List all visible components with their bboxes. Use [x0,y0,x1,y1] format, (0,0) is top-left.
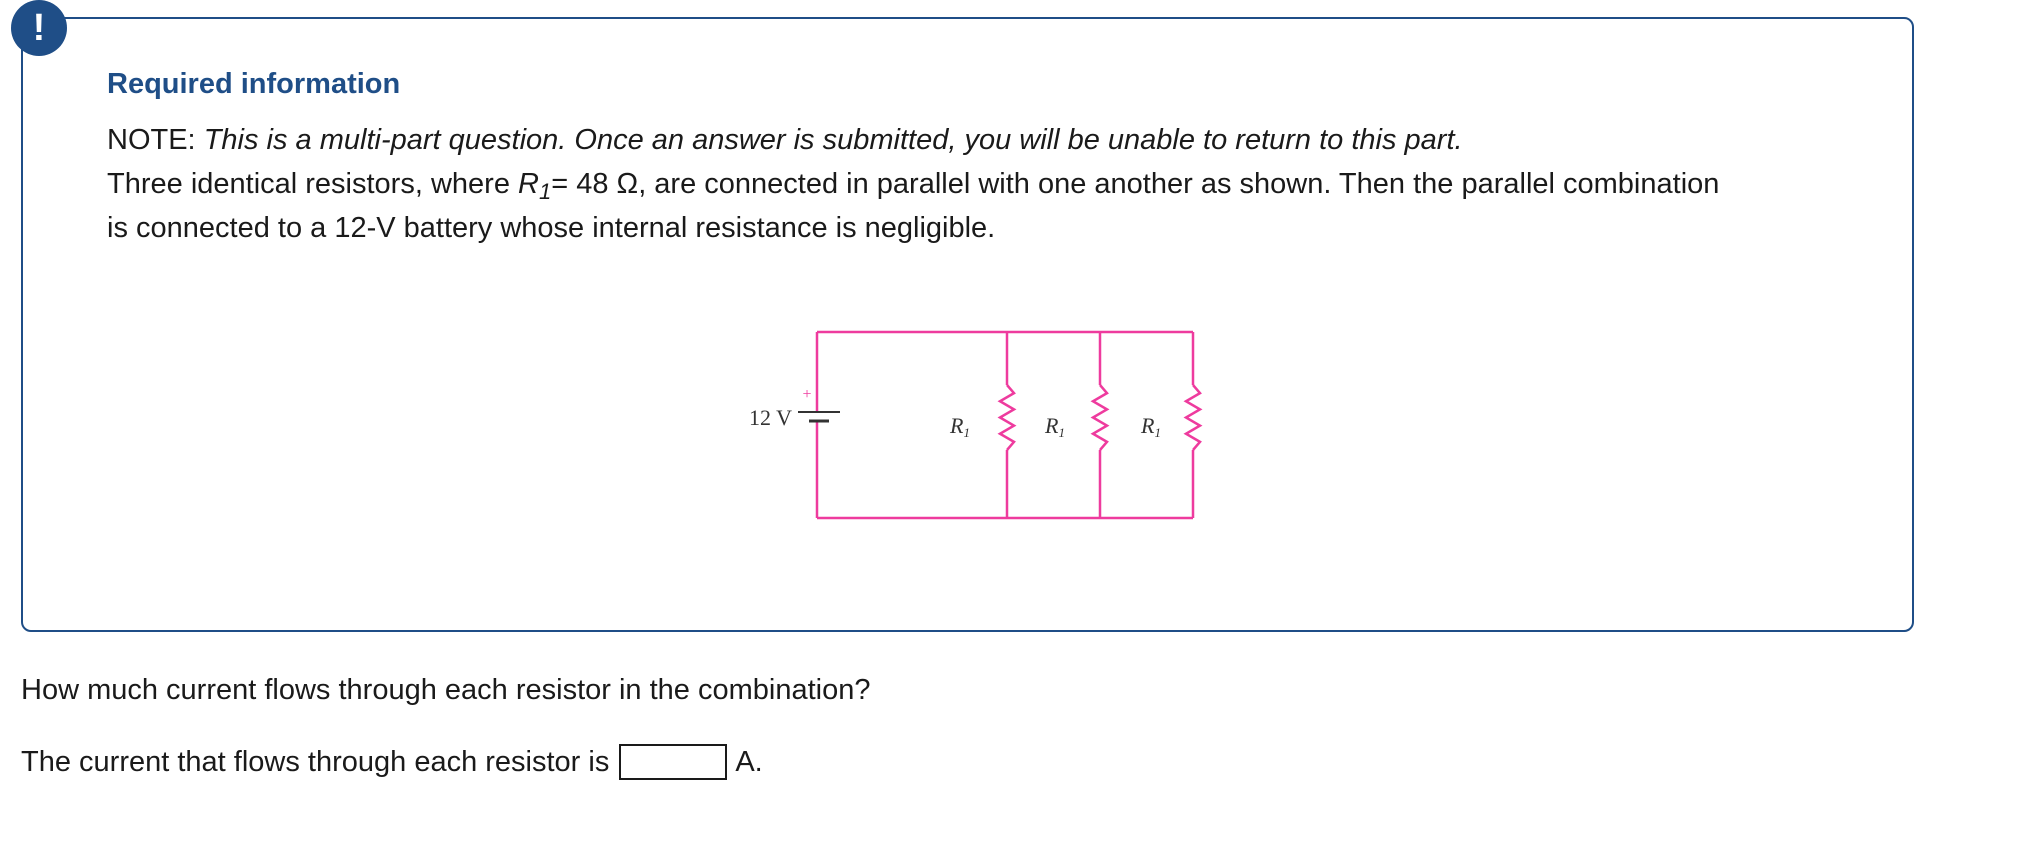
current-answer-input[interactable] [619,744,727,780]
battery-voltage-label: 12 V [749,405,792,430]
resistor-label-3: R1 [1141,413,1161,440]
resistor-label-2: R1 [1045,413,1065,440]
circuit-diagram [725,320,1225,530]
resistor-3 [1186,385,1200,450]
question-text: How much current flows through each resistor in the combination? [21,674,871,706]
note-label: NOTE: [107,124,196,156]
battery-plus-sign: + [802,386,812,403]
alert-icon: ! [11,0,67,56]
required-information-title: Required information [107,68,401,100]
problem-statement [107,162,1747,250]
resistor-labels [949,413,1161,440]
resistance-variable: R [518,168,539,200]
note-text: This is a multi-part question. Once an answer is submitted, you will be unable to return to this part. [203,124,1463,156]
answer-unit: A. [735,745,763,778]
answer-prefix: The current that flows through each resistor is [21,745,610,778]
battery [749,386,840,430]
resistor-label-1: R1 [950,413,970,440]
note-line [107,124,1463,157]
resistance-subscript: 1 [538,179,552,204]
answer-row [21,744,763,780]
resistor-1 [1000,385,1014,450]
problem-text-part1: Three identical resistors, where [107,168,518,200]
resistors [1000,385,1200,450]
resistor-2 [1093,385,1107,450]
circuit-wires [817,332,1193,518]
problem-text-part2: = 48 Ω, are connected in parallel with one another as shown. Then the parallel combination is connected to a 12-V battery whose internal resistance is negligible. [107,168,1720,244]
